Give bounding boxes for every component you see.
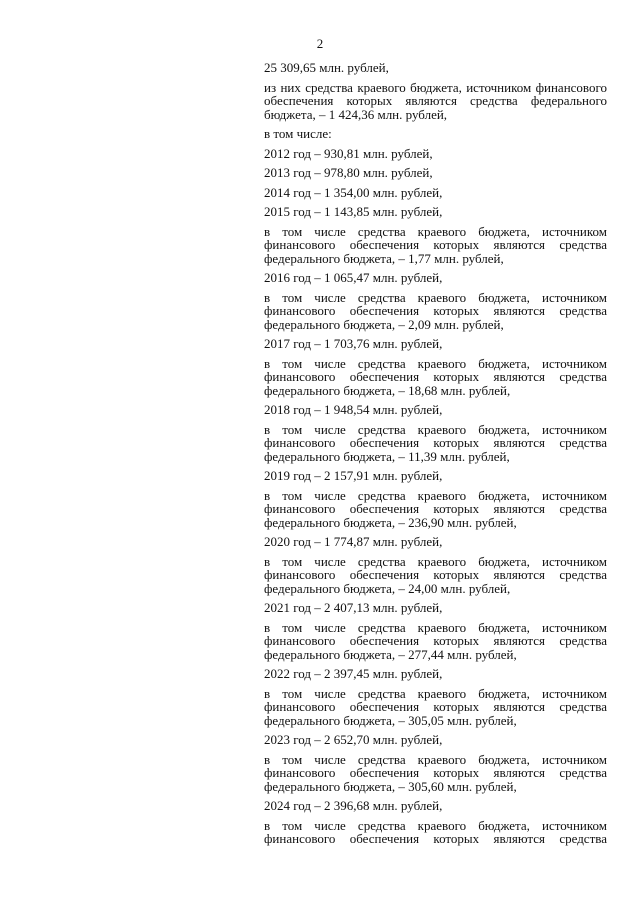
year-2020-block (264, 535, 607, 595)
year-2013-block (264, 166, 607, 180)
year-funding-line: 2015 год – 1 143,85 млн. рублей, (264, 204, 443, 219)
year-2016-block (264, 271, 607, 331)
page-number: 2 (316, 36, 324, 51)
federal-funds-intro: из них средства краевого бюджета, источником финансового обеспечения которых являются средства федерального бюджета, – 1 424,36 млн. рублей, (264, 79, 607, 122)
year-2017-block (264, 337, 607, 397)
year-2014-block (264, 186, 607, 200)
year-funding-line: 2023 год – 2 652,70 млн. рублей, (264, 732, 443, 747)
year-2021-block (264, 601, 607, 661)
year-federal-funds: в том числе средства краевого бюджета, источником финансового обеспечения которых являются средства федерального бюджета, – 305,60 млн. рублей, (264, 751, 607, 794)
year-federal-funds: в том числе средства краевого бюджета, источником финансового обеспечения которых являются средства федерального бюджета, – 1,77 млн. рублей, (264, 223, 607, 266)
year-funding-line: 2024 год – 2 396,68 млн. рублей, (264, 798, 443, 813)
year-2018-block (264, 403, 607, 463)
document-body (264, 61, 607, 852)
year-funding-line: 2018 год – 1 948,54 млн. рублей, (264, 402, 443, 417)
year-funding-line: 2013 год – 978,80 млн. рублей, (264, 165, 433, 180)
year-federal-funds: в том числе средства краевого бюджета, источником финансового обеспечения которых являются средства федерального бюджета, – 305,05 млн. рублей, (264, 685, 607, 728)
total-funding-line: 25 309,65 млн. рублей, (264, 60, 389, 75)
year-funding-line: 2019 год – 2 157,91 млн. рублей, (264, 468, 443, 483)
year-funding-line: 2022 год – 2 397,45 млн. рублей, (264, 666, 443, 681)
year-federal-funds: в том числе средства краевого бюджета, источником финансового обеспечения которых являются средства федерального бюджета, – 2,09 млн. рублей, (264, 289, 607, 332)
year-funding-line: 2012 год – 930,81 млн. рублей, (264, 145, 433, 161)
year-2022-block (264, 667, 607, 727)
including-label: в том числе: (264, 126, 332, 141)
year-federal-funds: в том числе средства краевого бюджета, источником финансового обеспечения которых являются средства федерального бюджета, – 277,44 млн. рублей, (264, 619, 607, 662)
year-2019-block (264, 469, 607, 529)
year-funding-line: 2014 год – 1 354,00 млн. рублей, (264, 184, 443, 200)
year-federal-funds: в том числе средства краевого бюджета, источником финансового обеспечения которых являются средства федерального бюджета, – 24,00 млн. рублей, (264, 553, 607, 596)
year-2024-block (264, 799, 607, 846)
year-funding-line: 2016 год – 1 065,47 млн. рублей, (264, 270, 443, 285)
year-2023-block (264, 733, 607, 793)
year-funding-line: 2020 год – 1 774,87 млн. рублей, (264, 534, 443, 549)
year-funding-line: 2021 год – 2 407,13 млн. рублей, (264, 600, 443, 615)
year-federal-funds: в том числе средства краевого бюджета, источником финансового обеспечения которых являются средства федерального бюджета, – 236,90 млн. рублей, (264, 487, 607, 530)
year-2015-block (264, 205, 607, 265)
year-federal-funds: в том числе средства краевого бюджета, источником финансового обеспечения которых являются средства (264, 817, 607, 846)
year-2012-block (264, 147, 607, 161)
year-federal-funds: в том числе средства краевого бюджета, источником финансового обеспечения которых являются средства федерального бюджета, – 18,68 млн. рублей, (264, 355, 607, 398)
year-funding-line: 2017 год – 1 703,76 млн. рублей, (264, 336, 443, 351)
year-federal-funds: в том числе средства краевого бюджета, источником финансового обеспечения которых являются средства федерального бюджета, – 11,39 млн. рублей, (264, 421, 607, 464)
